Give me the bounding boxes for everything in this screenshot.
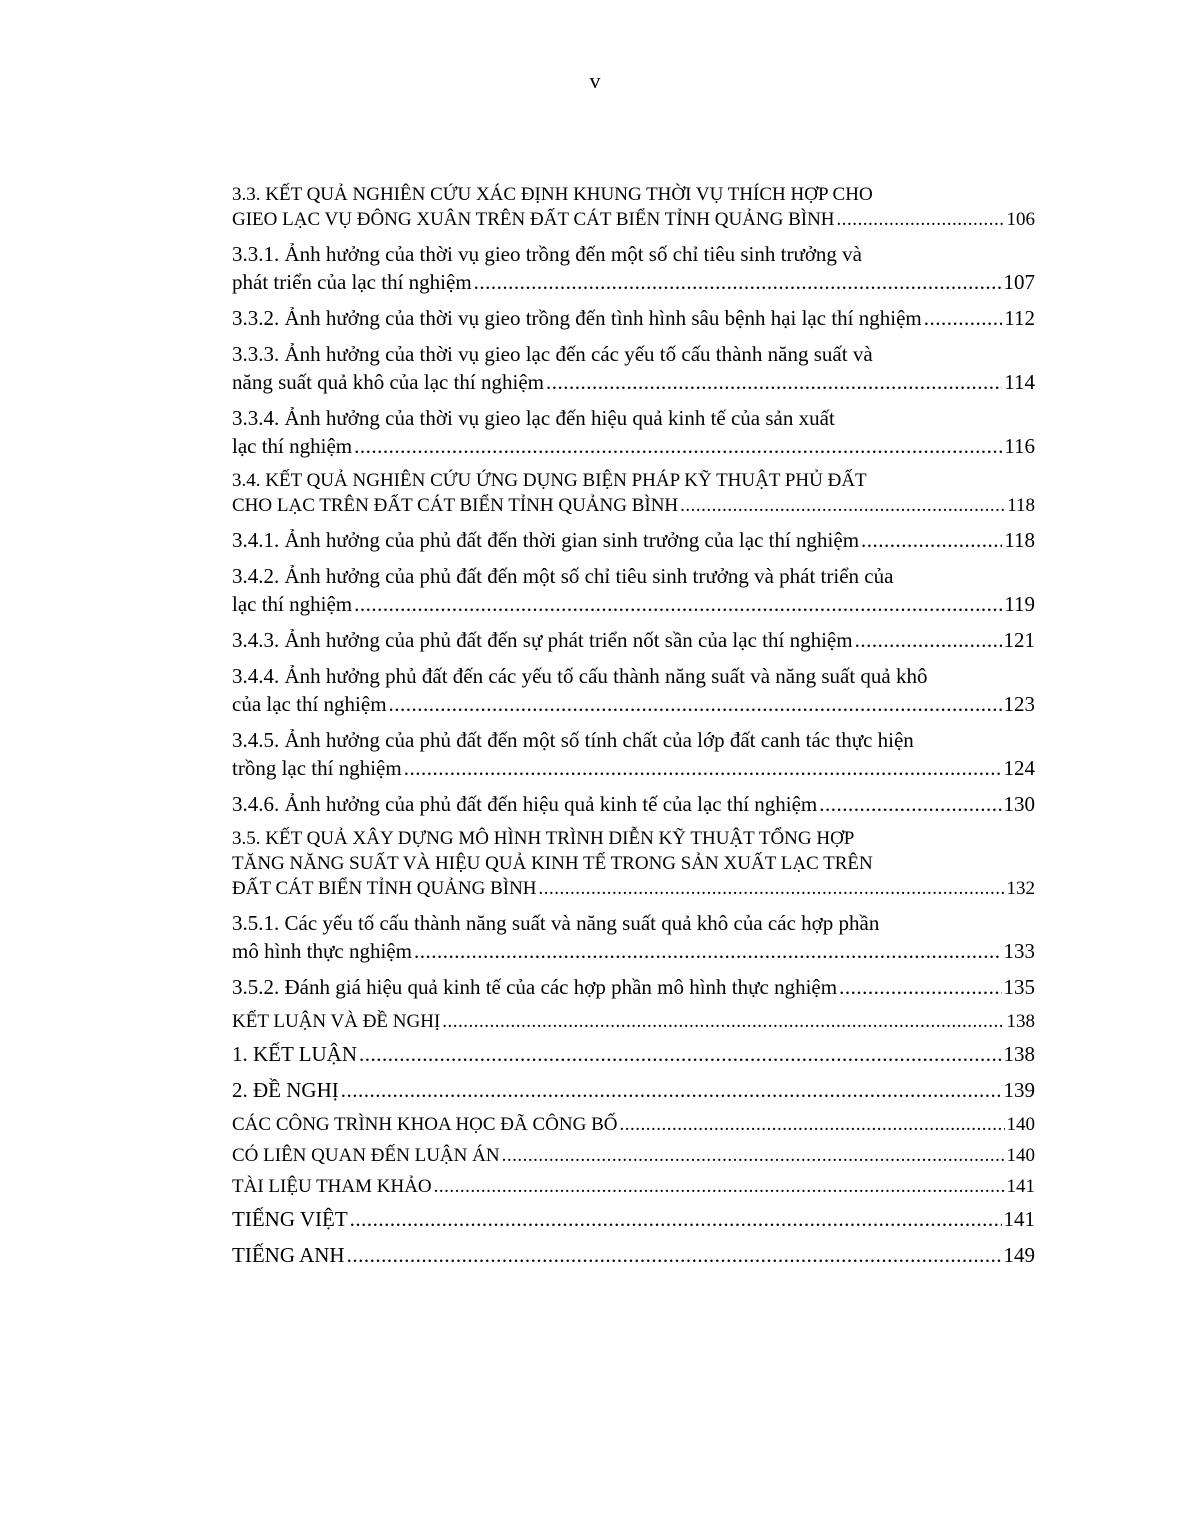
toc-page-number: 107 — [1003, 270, 1035, 294]
toc-page-number: 130 — [1003, 792, 1035, 816]
dot-leader — [680, 493, 1005, 518]
toc-entry[interactable] — [232, 662, 1035, 718]
toc-entry[interactable] — [232, 1040, 1035, 1068]
dot-leader — [442, 1009, 1004, 1034]
toc-entry[interactable] — [232, 1205, 1035, 1233]
dot-leader — [502, 1143, 1005, 1168]
toc-entry-line — [232, 626, 1035, 654]
toc-entry[interactable] — [232, 182, 1035, 232]
dot-leader — [855, 626, 1002, 654]
toc-page-number: 114 — [1004, 370, 1035, 394]
toc-page-number: 141 — [1003, 1207, 1035, 1231]
toc-entry-line: 3.4.4. Ảnh hưởng phủ đất đến các yếu tố cấu thành năng suất và năng suất quả khô — [232, 664, 928, 688]
toc-entry[interactable] — [232, 1174, 1035, 1199]
toc-page-number: 133 — [1003, 939, 1035, 963]
toc-entry-title: TIẾNG ANH — [232, 1243, 345, 1267]
toc-entry[interactable] — [232, 526, 1035, 554]
dot-leader — [354, 590, 1002, 618]
toc-entry[interactable] — [232, 1241, 1035, 1269]
dot-leader — [839, 973, 1001, 1001]
dot-leader — [347, 1241, 1002, 1269]
toc-entry[interactable] — [232, 626, 1035, 654]
toc-entry-title: GIEO LẠC VỤ ĐÔNG XUÂN TRÊN ĐẤT CÁT BIỂN TỈNH QUẢNG BÌNH — [232, 209, 835, 230]
dot-leader — [819, 790, 1001, 818]
dot-leader — [546, 368, 1002, 396]
toc-entry-line — [232, 1143, 1035, 1168]
toc-page-number: 138 — [1003, 1042, 1035, 1066]
toc-page-number: 112 — [1004, 306, 1035, 330]
dot-leader — [924, 304, 1003, 332]
toc-entry-line — [232, 1009, 1035, 1034]
toc-entry-title: CHO LẠC TRÊN ĐẤT CÁT BIỂN TỈNH QUẢNG BÌNH — [232, 495, 679, 516]
toc-entry[interactable] — [232, 1112, 1035, 1137]
toc-entry[interactable] — [232, 726, 1035, 782]
toc-entry-line — [232, 268, 1035, 296]
toc-entry[interactable] — [232, 468, 1035, 518]
toc-entry[interactable] — [232, 909, 1035, 965]
toc-entry-line — [232, 526, 1035, 554]
toc-entry-line — [232, 207, 1035, 232]
toc-entry-title: KẾT LUẬN VÀ ĐỀ NGHỊ — [232, 1011, 441, 1032]
toc-entry-line — [232, 1112, 1035, 1137]
toc-entry[interactable] — [232, 562, 1035, 618]
toc-page-number: 116 — [1004, 434, 1035, 458]
toc-entry-title: năng suất quả khô của lạc thí nghiệm — [232, 370, 544, 394]
toc-entry-line — [232, 1174, 1035, 1199]
dot-leader — [434, 1174, 1005, 1199]
toc-page-number: 121 — [1003, 628, 1035, 652]
toc-entry-title: 2. ĐỀ NGHỊ — [232, 1078, 339, 1102]
toc-entry-line — [232, 590, 1035, 618]
toc-page-number: 138 — [1006, 1011, 1035, 1032]
toc-entry[interactable] — [232, 973, 1035, 1001]
dot-leader — [404, 754, 1002, 782]
toc-entry-title: TIẾNG VIỆT — [232, 1207, 348, 1231]
dot-leader — [354, 432, 1002, 460]
toc-entry-line — [232, 876, 1035, 901]
toc-entry[interactable] — [232, 340, 1035, 396]
toc-entry-line: 3.3.3. Ảnh hưởng của thời vụ gieo lạc đến các yếu tố cấu thành năng suất và — [232, 342, 873, 366]
toc-entry[interactable] — [232, 240, 1035, 296]
toc-entry-line: 3.3.4. Ảnh hưởng của thời vụ gieo lạc đến hiệu quả kinh tế của sản xuất — [232, 406, 835, 430]
toc-entry-line — [232, 754, 1035, 782]
dot-leader — [861, 526, 1002, 554]
toc-page-number: 132 — [1006, 878, 1035, 899]
toc-entry[interactable] — [232, 1143, 1035, 1168]
toc-page-number: 139 — [1003, 1078, 1035, 1102]
toc-entry-line: 3.4.2. Ảnh hưởng của phủ đất đến một số chỉ tiêu sinh trưởng và phát triển của — [232, 564, 894, 588]
toc-entry-title: lạc thí nghiệm — [232, 434, 353, 458]
toc-entry-line — [232, 1205, 1035, 1233]
toc-entry[interactable] — [232, 1009, 1035, 1034]
toc-entry-line — [232, 790, 1035, 818]
toc-entry-title: ĐẤT CÁT BIỂN TỈNH QUẢNG BÌNH — [232, 878, 537, 899]
toc-page-number: 106 — [1006, 209, 1035, 230]
dot-leader — [341, 1076, 1002, 1104]
toc-entry-line — [232, 1076, 1035, 1104]
toc-entry-title: của lạc thí nghiệm — [232, 692, 387, 716]
toc-entry-line: 3.3. KẾT QUẢ NGHIÊN CỨU XÁC ĐỊNH KHUNG THỜI VỤ THÍCH HỢP CHO — [232, 184, 873, 205]
dot-leader — [389, 690, 1002, 718]
toc-entry-line: 3.3.1. Ảnh hưởng của thời vụ gieo trồng đến một số chỉ tiêu sinh trưởng và — [232, 242, 862, 266]
toc-page-number: 118 — [1007, 495, 1035, 516]
table-of-contents — [232, 182, 1035, 1277]
toc-entry-title: lạc thí nghiệm — [232, 592, 353, 616]
dot-leader — [619, 1112, 1004, 1137]
toc-entry-line: TĂNG NĂNG SUẤT VÀ HIỆU QUẢ KINH TẾ TRONG SẢN XUẤT LẠC TRÊN — [232, 853, 873, 874]
toc-entry-line: 3.5. KẾT QUẢ XÂY DỰNG MÔ HÌNH TRÌNH DIỄN KỸ THUẬT TỔNG HỢP — [232, 828, 855, 849]
toc-entry-title: 3.5.2. Đánh giá hiệu quả kinh tế của các hợp phần mô hình thực nghiệm — [232, 975, 838, 999]
dot-leader — [359, 1040, 1001, 1068]
toc-entry-title: TÀI LIỆU THAM KHẢO — [232, 1176, 432, 1197]
toc-page-number: 140 — [1006, 1114, 1035, 1135]
toc-entry-line: 3.4. KẾT QUẢ NGHIÊN CỨU ỨNG DỤNG BIỆN PHÁP KỸ THUẬT PHỦ ĐẤT — [232, 470, 867, 491]
toc-page-number: 135 — [1003, 975, 1035, 999]
toc-page-number: 118 — [1004, 528, 1035, 552]
toc-entry-title: 3.4.6. Ảnh hưởng của phủ đất đến hiệu quả kinh tế của lạc thí nghiệm — [232, 792, 818, 816]
toc-entry-title: phát triển của lạc thí nghiệm — [232, 270, 472, 294]
toc-entry-line — [232, 304, 1035, 332]
toc-page-number: 124 — [1003, 756, 1035, 780]
toc-page-number: 141 — [1006, 1176, 1035, 1197]
toc-entry-title: 3.4.3. Ảnh hưởng của phủ đất đến sự phát triển nốt sần của lạc thí nghiệm — [232, 628, 853, 652]
toc-entry-title: 3.3.2. Ảnh hưởng của thời vụ gieo trồng đến tình hình sâu bệnh hại lạc thí nghiệm — [232, 306, 922, 330]
toc-page-number: 119 — [1004, 592, 1035, 616]
toc-entry-line — [232, 690, 1035, 718]
toc-entry-line — [232, 973, 1035, 1001]
dot-leader — [414, 937, 1002, 965]
toc-entry-title: CÁC CÔNG TRÌNH KHOA HỌC ĐÃ CÔNG BỐ — [232, 1114, 618, 1135]
toc-page-number: 140 — [1006, 1145, 1035, 1166]
page-number: v — [589, 68, 601, 93]
dot-leader — [539, 876, 1005, 901]
toc-entry[interactable] — [232, 826, 1035, 901]
toc-entry[interactable] — [232, 790, 1035, 818]
toc-entry[interactable] — [232, 404, 1035, 460]
toc-entry-title: mô hình thực nghiệm — [232, 939, 412, 963]
toc-entry[interactable] — [232, 1076, 1035, 1104]
toc-entry-line — [232, 432, 1035, 460]
toc-entry-line: 3.4.5. Ảnh hưởng của phủ đất đến một số tính chất của lớp đất canh tác thực hiện — [232, 728, 914, 752]
toc-entry-title: CÓ LIÊN QUAN ĐẾN LUẬN ÁN — [232, 1145, 500, 1166]
toc-entry-line — [232, 1241, 1035, 1269]
toc-page-number: 123 — [1003, 692, 1035, 716]
dot-leader — [474, 268, 1002, 296]
toc-page-number: 149 — [1003, 1243, 1035, 1267]
toc-entry-line: 3.5.1. Các yếu tố cấu thành năng suất và năng suất quả khô của các hợp phần — [232, 911, 880, 935]
toc-entry-line — [232, 937, 1035, 965]
toc-entry-title: 3.4.1. Ảnh hưởng của phủ đất đến thời gian sinh trưởng của lạc thí nghiệm — [232, 528, 860, 552]
toc-entry-title: trồng lạc thí nghiệm — [232, 756, 402, 780]
toc-entry-line — [232, 368, 1035, 396]
toc-entry-line — [232, 1040, 1035, 1068]
toc-entry-title: 1. KẾT LUẬN — [232, 1042, 358, 1066]
toc-entry-line — [232, 493, 1035, 518]
toc-entry[interactable] — [232, 304, 1035, 332]
dot-leader — [837, 207, 1005, 232]
dot-leader — [350, 1205, 1002, 1233]
